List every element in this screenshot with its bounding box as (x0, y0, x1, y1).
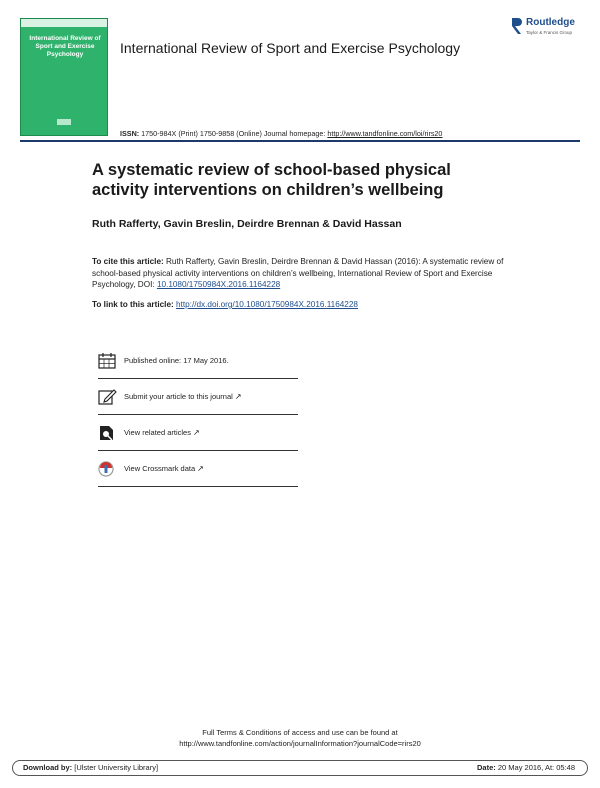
crossmark-icon (98, 461, 118, 477)
related-articles-row[interactable] (98, 415, 298, 451)
download-bar (12, 760, 588, 776)
issn-text: 1750-984X (Print) 1750-9858 (Online) Journal homepage: (141, 129, 326, 138)
doi-link[interactable]: 10.1080/1750984X.2016.1164228 (156, 280, 281, 289)
cover-title: International Review of Sport and Exercise Psychology (29, 35, 101, 58)
terms-footer (0, 727, 600, 749)
journal-title: International Review of Sport and Exercise Psychology (120, 40, 461, 56)
external-link-icon: ↗ (197, 464, 204, 473)
issn-label: ISSN: (120, 129, 140, 138)
downloaded-by (23, 763, 158, 772)
edit-icon (98, 389, 118, 405)
publisher-name: Routledge (526, 17, 575, 28)
downloaded-by-value: [Ulster University Library] (74, 763, 159, 772)
terms-line: Full Terms & Conditions of access and use can be found at (202, 728, 398, 737)
citation-block (92, 256, 532, 291)
article-title: A systematic review of school-based physical activity interventions on children’s wellbeing (92, 161, 451, 199)
publisher-subtitle: Taylor & Francis Group (526, 30, 573, 35)
submit-article-link[interactable]: Submit your article to this journal (124, 392, 233, 401)
published-date: Published online: 17 May 2016. (124, 356, 229, 365)
issn-line (120, 129, 442, 138)
cover-publisher-logo (57, 119, 71, 125)
publisher-logo (510, 16, 590, 42)
article-link-block (92, 300, 358, 309)
article-authors: Ruth Rafferty, Gavin Breslin, Deirdre Brennan & David Hassan (92, 218, 402, 230)
external-link-icon: ↗ (234, 392, 242, 401)
journal-cover (20, 18, 108, 136)
download-date (477, 763, 575, 772)
header-divider (20, 140, 580, 142)
download-date-label: Date: (477, 763, 496, 772)
published-row (98, 343, 298, 379)
article-link-label: To link to this article: (92, 300, 174, 309)
related-articles-link[interactable]: View related articles (124, 428, 191, 437)
journal-homepage-link[interactable]: http://www.tandfonline.com/loi/rirs20 (327, 129, 443, 138)
article-info-list (98, 343, 298, 487)
search-document-icon (98, 425, 118, 441)
terms-url[interactable]: http://www.tandfonline.com/action/journalInformation?journalCode=rirs20 (179, 739, 421, 748)
routledge-r-icon (510, 16, 524, 36)
external-link-icon: ↗ (192, 428, 200, 437)
crossmark-link[interactable]: View Crossmark data (124, 464, 196, 473)
calendar-icon (98, 353, 118, 369)
cover-topbar (21, 19, 107, 27)
citation-text: Ruth Rafferty, Gavin Breslin, Deirdre Brennan & David Hassan (2016): A systematic review of school-based physical activity interventions on children’s wellbeing, International Review of Sport and Exercise Psychology, DOI: (92, 257, 504, 289)
download-date-value: 20 May 2016, At: 05:48 (497, 763, 575, 772)
downloaded-by-label: Download by: (23, 763, 73, 772)
citation-label: To cite this article: (92, 257, 164, 266)
submit-article-row[interactable] (98, 379, 298, 415)
crossmark-row[interactable] (98, 451, 298, 487)
article-link[interactable]: http://dx.doi.org/10.1080/1750984X.2016.1164228 (176, 300, 358, 309)
